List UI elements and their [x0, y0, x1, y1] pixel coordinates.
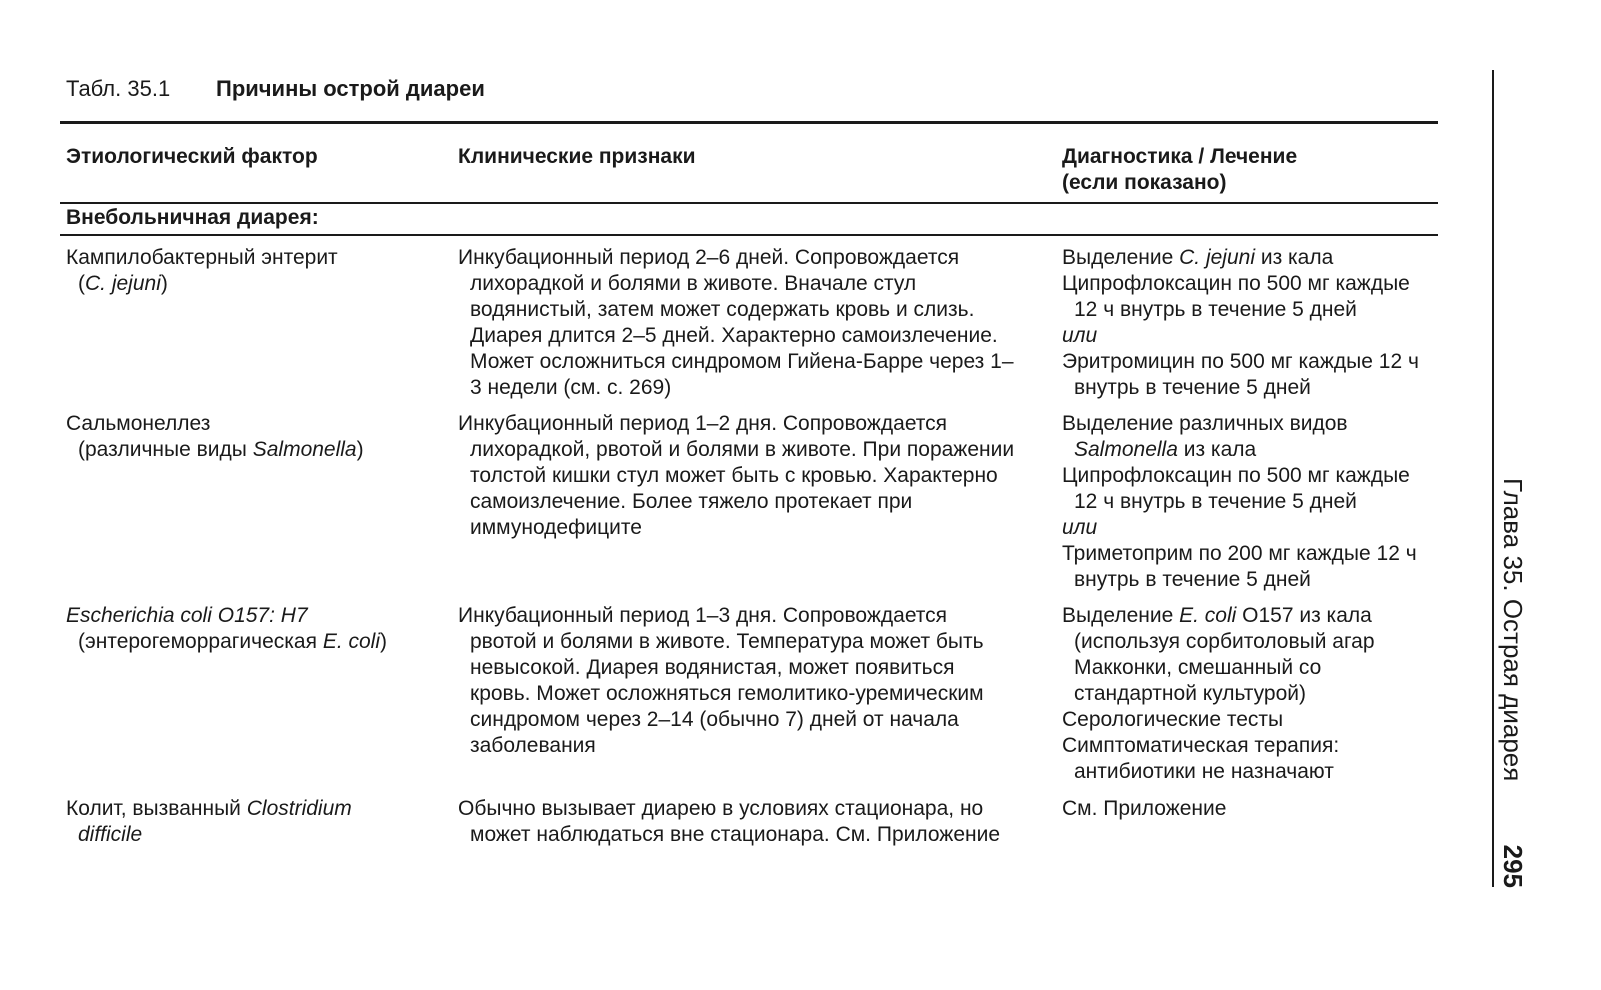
diag-item: Выделение различных видов Salmonella из кала — [1062, 412, 1348, 461]
table-caption — [66, 76, 485, 102]
diag-item: Серологические тесты — [1062, 708, 1284, 731]
signs-cell — [458, 245, 1018, 401]
diag-or: или — [1062, 324, 1098, 347]
factor-subname: (C. jejuni) — [78, 272, 168, 295]
section-rule — [60, 234, 1438, 236]
factor-cell — [66, 603, 436, 655]
signs-cell — [458, 411, 1018, 541]
running-header-text — [1497, 478, 1528, 888]
factor-name: Кампилобактерный энтерит — [66, 246, 338, 269]
factor-name: Escherichia coli O157: H7 — [66, 604, 308, 627]
diag-item: Эритромицин по 500 мг каждые 12 ч внутрь в течение 5 дней — [1062, 350, 1419, 399]
diag-cell — [1062, 603, 1432, 785]
diag-or: или — [1062, 516, 1098, 539]
factor-subname: (различные виды Salmonella) — [78, 438, 364, 461]
diag-item: Симптоматическая терапия: антибиотики не назначают — [1062, 734, 1340, 783]
header-diagnostics-line2: (если показано) — [1062, 171, 1227, 194]
signs-text: Инкубационный период 1–3 дня. Сопровождается рвотой и болями в животе. Температура может быть невысокой. Диарея водянистая, может появиться кровь. Может осложняться гемолитико-уремическим синдромом через 2–14 (обычно 7) дней от начала заболевания — [458, 604, 984, 757]
header-clinical-signs: Клинические признаки — [458, 145, 696, 168]
margin-rule — [1492, 70, 1494, 887]
factor-name: Сальмонеллез — [66, 412, 211, 435]
diag-item: Выделение C. jejuni из кала — [1062, 246, 1334, 269]
header-diagnostics — [1062, 144, 1297, 196]
diag-cell — [1062, 411, 1432, 593]
factor-subname: (энтерогеморрагическая E. coli) — [78, 630, 387, 653]
diag-item: См. Приложение — [1062, 797, 1227, 820]
header-rule — [60, 202, 1438, 204]
diag-item: Ципрофлоксацин по 500 мг каждые 12 ч внутрь в течение 5 дней — [1062, 272, 1410, 321]
signs-text: Инкубационный период 2–6 дней. Сопровождается лихорадкой и болями в животе. Вначале стул водянистый, затем может содержать кровь и слизь. Диарея длится 2–5 дней. Характерно самоизлечение. Может осложниться синдромом Гийена-Барре через 1–3 недели (см. с. 269) — [458, 246, 1014, 399]
diag-item: Ципрофлоксацин по 500 мг каждые 12 ч внутрь в течение 5 дней — [1062, 464, 1410, 513]
signs-text: Обычно вызывает диарею в условиях стационара, но может наблюдаться вне стационара. См. Приложение — [458, 797, 1001, 846]
factor-cell — [66, 245, 436, 297]
table-top-rule — [60, 121, 1438, 124]
diag-item: Выделение E. coli O157 из кала (используя сорбитоловый агар Макконки, смешанный со стандартной культурой) — [1062, 604, 1375, 705]
signs-text: Инкубационный период 1–2 дня. Сопровождается лихорадкой, рвотой и болями в животе. При поражении толстой кишки стул может быть с кровью. Характерно самоизлечение. Более тяжело протекает при иммунодефиците — [458, 412, 1015, 539]
section-heading: Внебольничная диарея: — [66, 206, 319, 229]
header-diagnostics-line1: Диагностика / Лечение — [1062, 145, 1298, 168]
diag-cell — [1062, 245, 1432, 401]
header-etiology: Этиологический фактор — [66, 145, 318, 168]
factor-name: Колит, вызванный Clostridium — [66, 797, 352, 820]
chapter-title: Глава 35. Острая диарея — [1498, 478, 1528, 782]
factor-cell — [66, 796, 436, 848]
factor-subname: difficile — [78, 823, 143, 846]
table-title: Причины острой диареи — [216, 76, 485, 101]
diag-item: Триметоприм по 200 мг каждые 12 ч внутрь в течение 5 дней — [1062, 542, 1417, 591]
running-header — [1500, 478, 1530, 888]
factor-cell — [66, 411, 436, 463]
table-number: Табл. 35.1 — [66, 76, 171, 101]
diag-cell — [1062, 796, 1432, 822]
signs-cell — [458, 796, 1018, 848]
page-number: 295 — [1498, 844, 1528, 888]
signs-cell — [458, 603, 1018, 759]
